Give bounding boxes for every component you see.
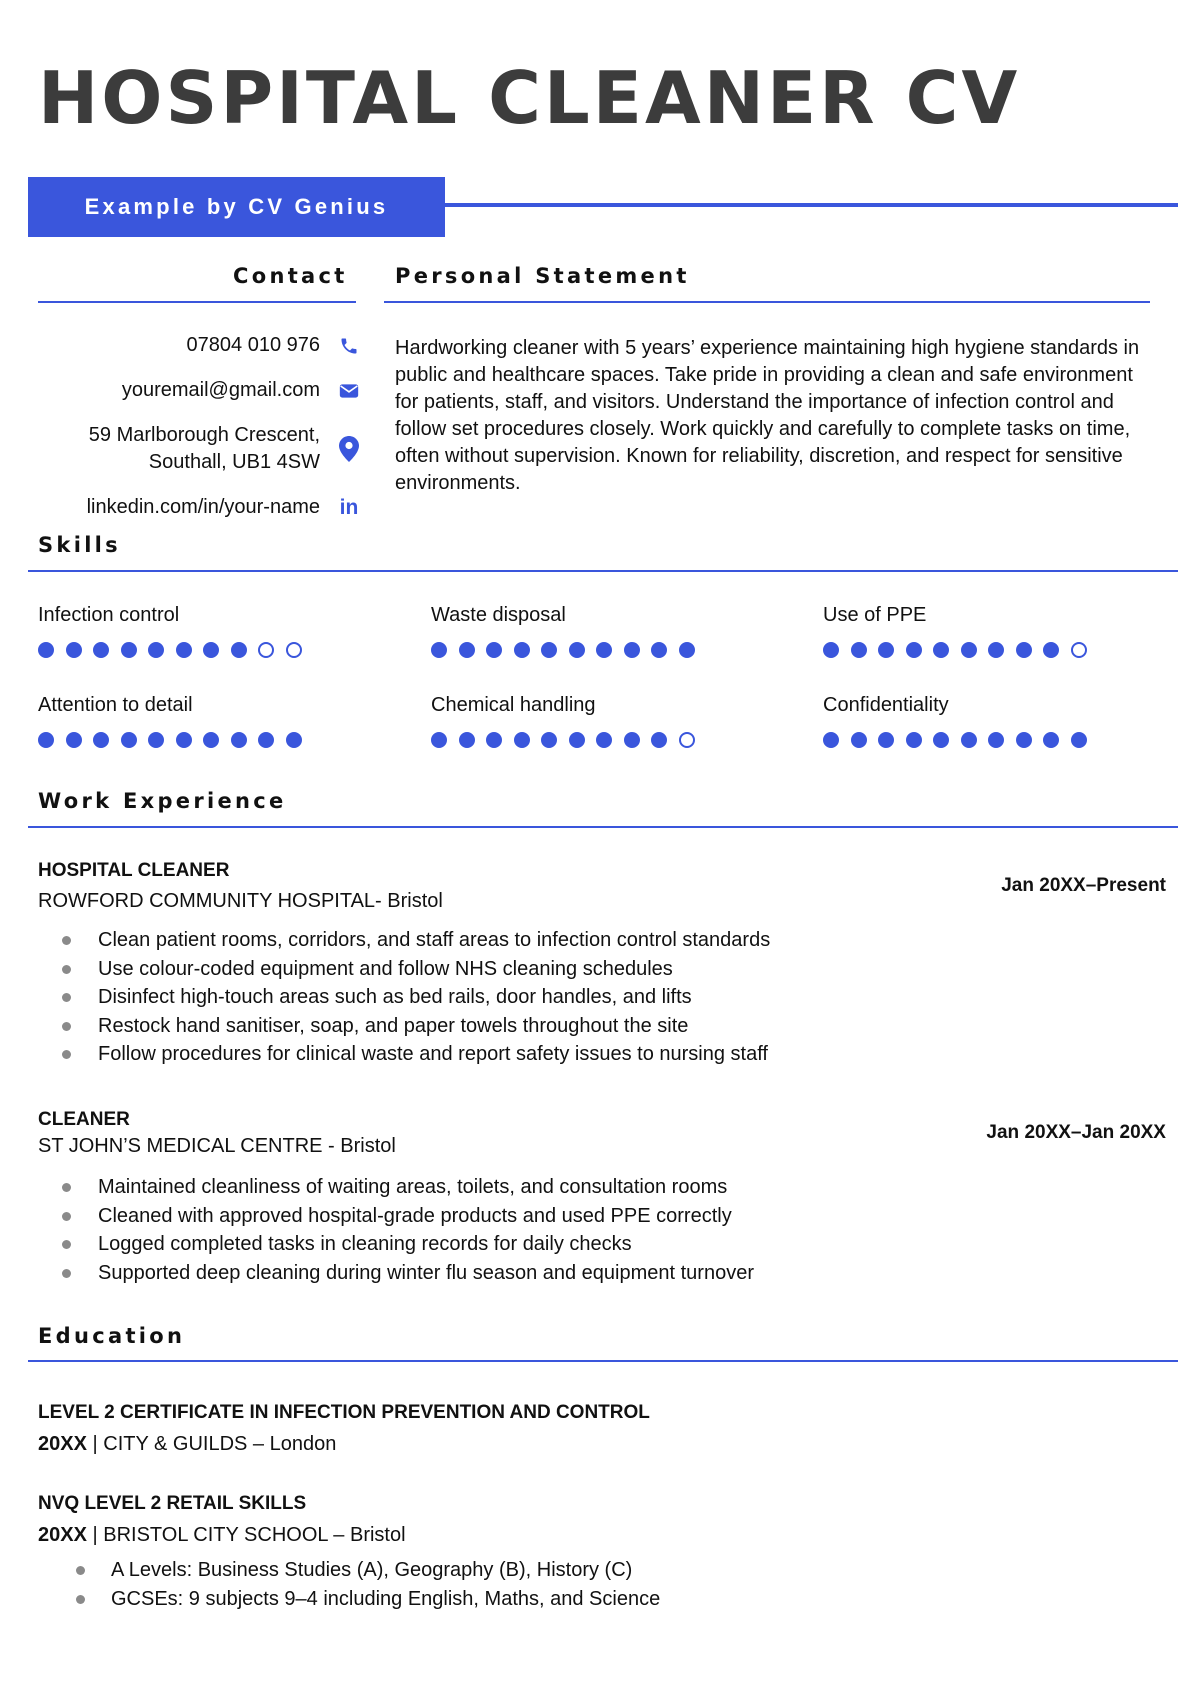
statement-rule	[384, 301, 1150, 303]
job-bullets	[38, 1173, 754, 1287]
banner-divider	[445, 203, 1178, 207]
skill-item	[38, 602, 368, 658]
rating-dot-filled	[961, 642, 977, 658]
bullet-icon	[62, 1183, 71, 1192]
location-icon	[338, 422, 360, 476]
rating-dot-filled	[596, 732, 612, 748]
rating-dot-filled	[38, 732, 54, 748]
rating-dot-filled	[961, 732, 977, 748]
rating-dot-filled	[569, 732, 585, 748]
skill-rating	[823, 732, 1153, 748]
rating-dot-filled	[66, 642, 82, 658]
bullet-text: Logged completed tasks in cleaning records for daily checks	[98, 1233, 632, 1255]
bullet-text: Cleaned with approved hospital-grade products and used PPE correctly	[98, 1204, 732, 1227]
rating-dot-filled	[679, 642, 695, 658]
rating-dot-filled	[651, 732, 667, 748]
rating-dot-empty	[286, 642, 302, 658]
bullet-item	[38, 1556, 660, 1585]
bullet-text: Clean patient rooms, corridors, and staff areas to infection control standards	[98, 929, 771, 951]
rating-dot-filled	[93, 732, 109, 748]
bullet-text: Maintained cleanliness of waiting areas, toilets, and consultation rooms	[98, 1176, 728, 1198]
rating-dot-filled	[231, 732, 247, 748]
phone-number[interactable]: 07804 010 976	[186, 334, 320, 356]
skill-name: Chemical handling	[431, 694, 596, 716]
statement-heading: Personal Statement	[395, 264, 690, 288]
example-banner: Example by CV Genius	[28, 177, 445, 237]
contact-heading: Contact	[233, 264, 348, 288]
bullet-icon	[62, 1212, 71, 1221]
education-rule	[28, 1360, 1178, 1362]
personal-statement: Hardworking cleaner with 5 years’ experience maintaining high hygiene standards in public and healthcare spaces. Take pride in providing a clean and safe environment for patients, staff, and visitors. Understand the importance of infection control and follow set procedures closely. Work quickly and carefully to complete tasks on time, often without supervision. Known for reliability, discretion, and respect for sensitive environments.	[395, 337, 1140, 494]
skill-rating	[431, 642, 761, 658]
rating-dot-filled	[878, 642, 894, 658]
rating-dot-filled	[38, 642, 54, 658]
skill-name: Use of PPE	[823, 604, 927, 626]
rating-dot-filled	[851, 642, 867, 658]
skill-item	[38, 692, 368, 748]
rating-dot-filled	[624, 642, 640, 658]
skill-item	[823, 692, 1153, 748]
linkedin-url[interactable]: linkedin.com/in/your-name	[86, 496, 320, 518]
rating-dot-filled	[514, 732, 530, 748]
skill-item	[823, 602, 1153, 658]
rating-dot-filled	[93, 642, 109, 658]
rating-dot-filled	[596, 642, 612, 658]
rating-dot-filled	[121, 732, 137, 748]
rating-dot-filled	[541, 642, 557, 658]
address-line-1: 59 Marlborough Crescent,	[88, 424, 320, 446]
bullet-item	[38, 1259, 754, 1288]
job-company: ST JOHN’S MEDICAL CENTRE - Bristol	[38, 1135, 396, 1157]
bullet-item	[38, 955, 770, 984]
rating-dot-filled	[651, 642, 667, 658]
skill-rating	[38, 732, 368, 748]
bullet-text: GCSEs: 9 subjects 9–4 including English, Maths, and Science	[111, 1587, 661, 1610]
rating-dot-filled	[148, 642, 164, 658]
contact-address-row	[30, 422, 360, 476]
bullet-text: Use colour-coded equipment and follow NHS cleaning schedules	[98, 957, 673, 980]
phone-icon	[338, 332, 360, 359]
rating-dot-filled	[624, 732, 640, 748]
bullet-item	[38, 1012, 770, 1041]
rating-dot-filled	[258, 732, 274, 748]
rating-dot-filled	[431, 732, 447, 748]
skill-item	[431, 692, 761, 748]
rating-dot-filled	[66, 732, 82, 748]
education-institution: CITY & GUILDS – London	[103, 1433, 337, 1455]
contact-linkedin-row	[30, 494, 360, 521]
education-year: 20XX	[38, 1524, 87, 1546]
skill-name: Waste disposal	[431, 604, 566, 626]
rating-dot-filled	[823, 732, 839, 748]
skills-rule	[28, 570, 1178, 572]
education-year: 20XX	[38, 1433, 87, 1455]
work-rule	[28, 826, 1178, 828]
address-line-2: Southall, UB1 4SW	[148, 451, 320, 473]
bullet-icon	[62, 965, 71, 974]
education-meta	[38, 1522, 406, 1548]
contact-phone-row	[30, 332, 360, 359]
rating-dot-filled	[1016, 732, 1032, 748]
job-title: CLEANER	[38, 1109, 130, 1130]
bullet-icon	[62, 1022, 71, 1031]
bullet-item	[38, 1202, 754, 1231]
education-separator: |	[86, 1433, 104, 1455]
rating-dot-filled	[459, 642, 475, 658]
bullet-text: Supported deep cleaning during winter flu season and equipment turnover	[98, 1261, 754, 1284]
rating-dot-filled	[1043, 732, 1059, 748]
skill-rating	[431, 732, 761, 748]
bullet-item	[38, 983, 770, 1012]
rating-dot-filled	[878, 732, 894, 748]
rating-dot-filled	[231, 642, 247, 658]
education-meta	[38, 1431, 336, 1457]
rating-dot-filled	[148, 732, 164, 748]
job-dates: Jan 20XX–Jan 20XX	[986, 1122, 1166, 1143]
rating-dot-filled	[906, 642, 922, 658]
rating-dot-filled	[486, 732, 502, 748]
bullet-icon	[76, 1566, 85, 1575]
contact-rule	[38, 301, 356, 303]
skill-rating	[823, 642, 1153, 658]
skill-name: Attention to detail	[38, 694, 193, 716]
rating-dot-filled	[988, 732, 1004, 748]
rating-dot-filled	[933, 732, 949, 748]
bullet-icon	[62, 1269, 71, 1278]
rating-dot-filled	[176, 732, 192, 748]
bullet-icon	[62, 1240, 71, 1249]
rating-dot-filled	[121, 642, 137, 658]
skills-heading: Skills	[38, 533, 121, 557]
skill-rating	[38, 642, 368, 658]
job-title: HOSPITAL CLEANER	[38, 860, 230, 881]
rating-dot-filled	[988, 642, 1004, 658]
rating-dot-filled	[286, 732, 302, 748]
bullet-item	[38, 1585, 660, 1614]
rating-dot-filled	[203, 642, 219, 658]
linkedin-icon: in	[339, 496, 359, 519]
rating-dot-empty	[258, 642, 274, 658]
rating-dot-empty	[1071, 642, 1087, 658]
bullet-text: A Levels: Business Studies (A), Geography (B), History (C)	[111, 1559, 633, 1581]
job-company: ROWFORD COMMUNITY HOSPITAL- Bristol	[38, 890, 443, 912]
contact-list	[30, 332, 360, 539]
skill-name: Infection control	[38, 604, 180, 626]
bullet-icon	[62, 993, 71, 1002]
work-heading: Work Experience	[38, 789, 287, 813]
skill-item	[431, 602, 761, 658]
education-title: NVQ LEVEL 2 RETAIL SKILLS	[38, 1493, 307, 1514]
rating-dot-filled	[514, 642, 530, 658]
rating-dot-filled	[1071, 732, 1087, 748]
email-address[interactable]: youremail@gmail.com	[121, 379, 320, 401]
rating-dot-filled	[1016, 642, 1032, 658]
rating-dot-filled	[1043, 642, 1059, 658]
job-bullets	[38, 926, 770, 1069]
bullet-text: Disinfect high-touch areas such as bed rails, door handles, and lifts	[98, 986, 692, 1008]
rating-dot-filled	[906, 732, 922, 748]
rating-dot-filled	[459, 732, 475, 748]
job-dates: Jan 20XX–Present	[1001, 875, 1166, 896]
rating-dot-filled	[823, 642, 839, 658]
address	[89, 422, 320, 476]
bullet-text: Follow procedures for clinical waste and report safety issues to nursing staff	[98, 1043, 768, 1065]
education-bullets	[38, 1556, 660, 1613]
cv-title: HOSPITAL CLEANER CV	[38, 56, 1021, 140]
bullet-item	[38, 1230, 754, 1259]
bullet-item	[38, 926, 770, 955]
rating-dot-filled	[431, 642, 447, 658]
education-institution: BRISTOL CITY SCHOOL – Bristol	[103, 1524, 406, 1546]
email-icon	[338, 377, 360, 404]
rating-dot-empty	[679, 732, 695, 748]
bullet-icon	[62, 1050, 71, 1059]
rating-dot-filled	[933, 642, 949, 658]
bullet-icon	[76, 1595, 85, 1604]
rating-dot-filled	[541, 732, 557, 748]
education-separator: |	[86, 1524, 104, 1546]
skill-name: Confidentiality	[823, 694, 949, 716]
rating-dot-filled	[569, 642, 585, 658]
rating-dot-filled	[851, 732, 867, 748]
education-heading: Education	[38, 1324, 186, 1348]
rating-dot-filled	[176, 642, 192, 658]
rating-dot-filled	[203, 732, 219, 748]
bullet-item	[38, 1040, 770, 1069]
rating-dot-filled	[486, 642, 502, 658]
bullet-text: Restock hand sanitiser, soap, and paper towels throughout the site	[98, 1014, 689, 1037]
education-title: LEVEL 2 CERTIFICATE IN INFECTION PREVENTION AND CONTROL	[38, 1402, 650, 1423]
bullet-item	[38, 1173, 754, 1202]
bullet-icon	[62, 936, 71, 945]
contact-email-row	[30, 377, 360, 404]
